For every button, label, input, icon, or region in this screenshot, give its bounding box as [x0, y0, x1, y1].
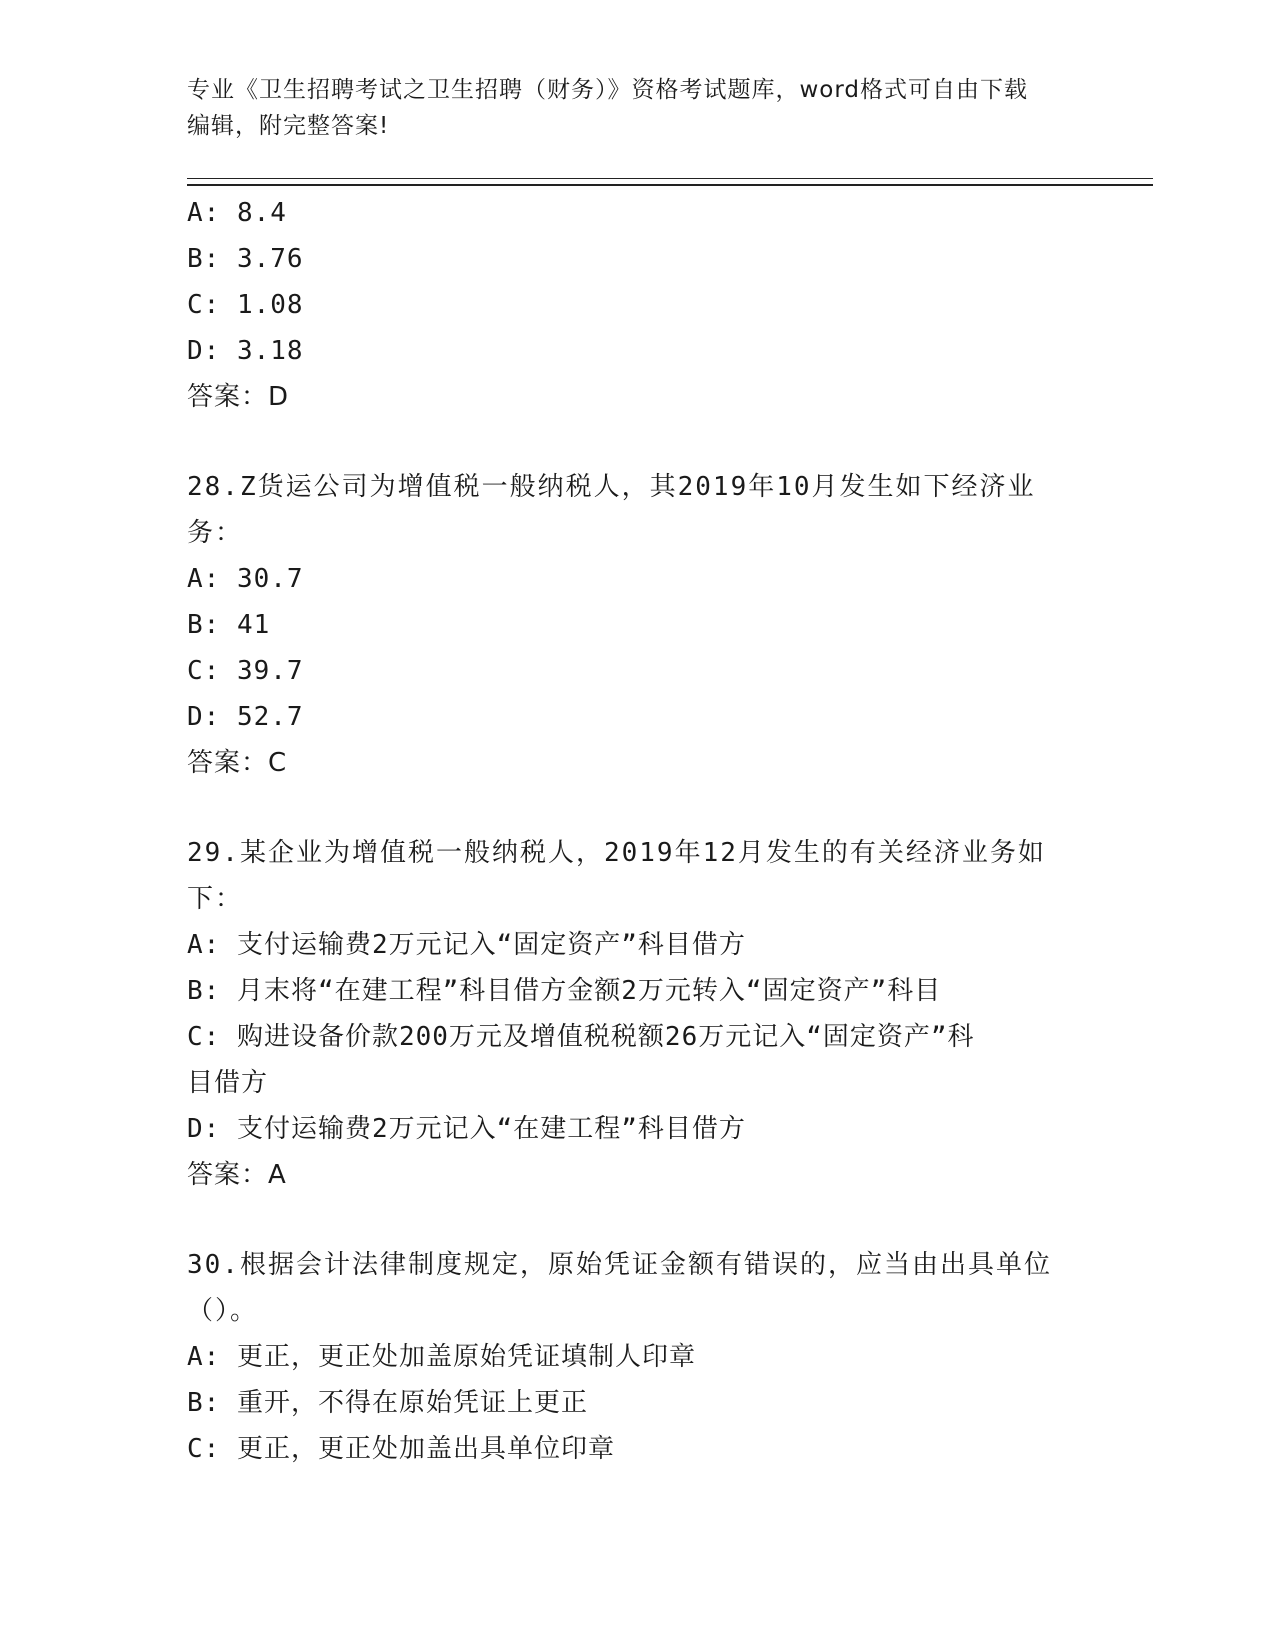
answer-line: 答案：D [187, 382, 290, 412]
option-b: B: 月末将“在建工程”科目借方金额2万元转入“固定资产”科目 [187, 976, 942, 1006]
option-a: A: 更正，更正处加盖原始凭证填制人印章 [187, 1342, 696, 1372]
question-block-29 [187, 830, 1087, 1198]
option-c: C: 1.08 [187, 290, 304, 320]
option-c-continued: 目借方 [187, 1068, 269, 1098]
answer-line: 答案：A [187, 1160, 287, 1190]
option-d: D: 支付运输费2万元记入“在建工程”科目借方 [187, 1114, 746, 1144]
header-double-rule [187, 178, 1153, 186]
question-text-line-2: 下： [187, 884, 244, 914]
option-a: A: 支付运输费2万元记入“固定资产”科目借方 [187, 930, 746, 960]
option-a: A: 30.7 [187, 564, 304, 594]
header-line-1: 专业《卫生招聘考试之卫生招聘（财务）》资格考试题库，word格式可自由下载 [187, 77, 1029, 103]
question-text-line-1: 30.根据会计法律制度规定，原始凭证金额有错误的，应当由出具单位 [187, 1250, 1052, 1280]
option-c: C: 39.7 [187, 656, 304, 686]
page-header [187, 72, 1087, 144]
question-text-line-2: 务： [187, 518, 244, 548]
question-text-line-1: 29.某企业为增值税一般纳税人，2019年12月发生的有关经济业务如 [187, 838, 1046, 868]
option-d: D: 3.18 [187, 336, 304, 366]
answer-line: 答案：C [187, 748, 288, 778]
option-a: A: 8.4 [187, 198, 287, 228]
option-c: C: 购进设备价款200万元及增值税税额26万元记入“固定资产”科 [187, 1022, 975, 1052]
option-b: B: 重开，不得在原始凭证上更正 [187, 1388, 588, 1418]
question-text-line-2: （）。 [187, 1296, 259, 1326]
header-line-2: 编辑，附完整答案! [187, 113, 390, 139]
option-d: D: 52.7 [187, 702, 304, 732]
question-block-28 [187, 464, 1087, 786]
question-text-line-1: 28.Z货运公司为增值税一般纳税人，其2019年10月发生如下经济业 [187, 472, 1036, 502]
question-block-27 [187, 190, 1087, 420]
question-list [187, 190, 1087, 1472]
option-b: B: 41 [187, 610, 271, 640]
option-b: B: 3.76 [187, 244, 304, 274]
option-c: C: 更正，更正处加盖出具单位印章 [187, 1434, 615, 1464]
question-block-30 [187, 1242, 1087, 1472]
